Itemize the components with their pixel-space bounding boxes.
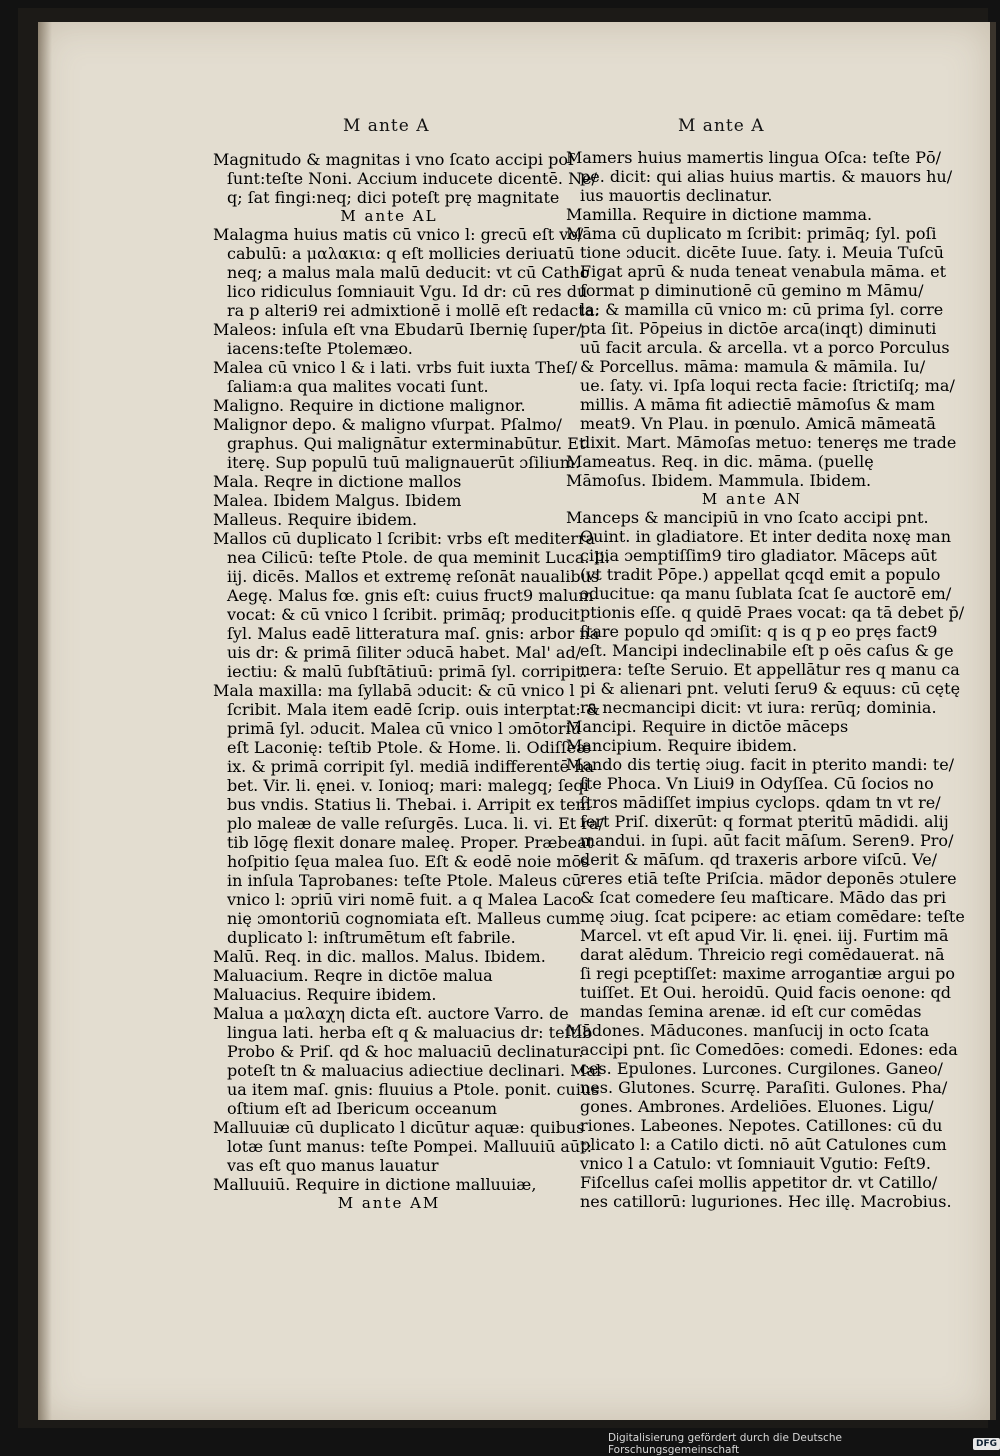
text-line: ra p alteri9 rei admixtionē i mollē eſt redacta.: [227, 301, 600, 320]
text-line: accipi pnt. ſic Comedōes: comedi. Edones: eda: [580, 1040, 958, 1059]
text-line: lingua lati. herba eſt q & maluacius dr: teſtib: [227, 1023, 593, 1042]
text-line: ſtros mādiſſet impius cyclops. qdam tn vt re/: [580, 793, 941, 812]
text-line: ſcribit. Mala item eadē ſcrip. ouis interptat: &: [227, 700, 601, 719]
text-line: la: & mamilla cū vnico m: cū prima ſyl. corre: [580, 300, 944, 319]
text-line: (vt tradit Pōpe.) appellat qcqd emit a populo: [580, 565, 941, 584]
text-line: ua item maſ. gnis: fluuius a Ptole. ponit. cuius: [227, 1080, 600, 1099]
text-line: eſt Laconię: teſtib Ptole. & Home. li. Odiſſeæ: [227, 738, 592, 757]
text-line: ra necmancipi dicit: vt iura: rerūq; dominia.: [580, 698, 937, 717]
text-line: tib lōgę flexit donare maleę. Proper. Præbeat: [227, 833, 594, 852]
entry-line: Malagma huius matis cū vnico l: grecū eſt vo/: [213, 225, 584, 244]
entry-line: Mādones. Māducones. manſucij in octo ſcata: [566, 1021, 930, 1040]
section-subhead: M ante AL: [340, 207, 438, 225]
text-line: darat alēdum. Threicio regi comēdauerat. nā: [580, 945, 945, 964]
text-line: plo maleæ de valle reſurgēs. Luca. li. vi. Et ra/: [227, 814, 604, 833]
text-line: derit & māſum. qd traxeris arbore viſcū. Ve/: [580, 850, 938, 869]
text-line: hoſpitio ſęua malea ſuo. Eſt & eodē noie mōs: [227, 852, 590, 871]
entry-line: Malluuiū. Require in dictione malluuiæ,: [213, 1175, 537, 1194]
running-head-right: M ante A: [678, 116, 765, 136]
text-line: pi & alienari pnt. veluti ſeru9 & equus: cū cętę: [580, 679, 961, 698]
text-line: vas eſt quo manus lauatur: [227, 1156, 439, 1175]
text-line: ſaliam:a qua malites vocati ſunt.: [227, 377, 489, 396]
text-line: nera: teſte Seruio. Et appellātur res q manu ca: [580, 660, 960, 679]
text-line: tuiſſet. Et Oui. heroidū. Quid facis oenone: qd: [580, 983, 952, 1002]
entry-line: Maleos: inſula eſt vna Ebudarū Ibernię ſuper/: [213, 320, 582, 339]
entry-line: Malea. Ibidem Malgus. Ibidem: [213, 491, 462, 510]
text-line: duplicato l: inſtrumētum eſt fabrile.: [227, 928, 516, 947]
entry-line: Mancipium. Require ibidem.: [566, 736, 798, 755]
book-page: [38, 22, 990, 1420]
text-line: ſte Phoca. Vn Liui9 in Odyſſea. Cū ſocios no: [580, 774, 934, 793]
entry-line: Mallos cū duplicato l ſcribit: vrbs eſt mediterra: [213, 529, 596, 548]
text-line: ptionis eſſe. q quidē Praes vocat: qa tā debet p̄/: [580, 603, 965, 622]
entry-line: Mameatus. Req. in dic. māma. (puellę: [566, 452, 874, 471]
text-line: ces. Epulones. Lurcones. Curgilones. Ganeo/: [580, 1059, 943, 1078]
text-line: cipia ɔemptiſſim9 tiro gladiator. Māceps aūt: [580, 546, 937, 565]
text-line: ſyl. Malus eadē litteratura maſ. gnis: arbor na: [227, 624, 600, 643]
entry-line: Malū. Req. in dic. mallos. Malus. Ibidem.: [213, 947, 546, 966]
text-line: cabulū: a μαλακια: q eſt mollicies deriuatū: [227, 244, 575, 263]
entry-line: Mala. Reqre in dictione mallos: [213, 472, 462, 491]
text-line: millis. A māma fit adiectiē māmoſus & mam: [580, 395, 936, 414]
text-line: iij. dicēs. Mallos et extremę reſonāt naualibus: [227, 567, 600, 586]
entry-line: Mamilla. Require in dictione mamma.: [566, 205, 873, 224]
entry-line: Maligno. Require in dictione malignor.: [213, 396, 526, 415]
entry-line: Maluacium. Reqre in dictōe malua: [213, 966, 493, 985]
text-line: q; ſat fingi:neq; dici poteſt prę magnitate: [227, 188, 560, 207]
section-subhead: M ante AN: [701, 490, 803, 508]
section-subhead: M ante AM: [337, 1194, 441, 1212]
entry-line: Malea cū vnico l & i lati. vrbs fuit iuxta Theſ/: [213, 358, 578, 377]
text-line: Probo & Priſ. qd & hoc maluaciū declinatur.: [227, 1042, 584, 1061]
text-line: bus vndis. Statius li. Thebai. i. Arripit ex tem: [227, 795, 591, 814]
text-line: in inſula Taprobanes: teſte Ptole. Maleus cū: [227, 871, 582, 890]
text-line: iectiu: & malū ſubſtātiuū: primā ſyl. corripit.: [227, 662, 588, 681]
text-line: dixit. Mart. Māmoſas metuo: teneręs me trade: [580, 433, 957, 452]
text-line: poteſt tn & maluacius adiectiue declinari. Mal: [227, 1061, 602, 1080]
text-line: tione ɔducit. dicēte Iuue. ſaty. i. Meuia Tuſcū: [580, 243, 944, 262]
text-line: eſt. Mancipi indeclinabile eſt p oēs caſus & ge: [580, 641, 954, 660]
text-line: & Porcellus. māma: mamula & māmila. Iu/: [580, 357, 926, 376]
entry-line: Māma cū duplicato m ſcribit: primāq; ſyl. poſi: [566, 224, 937, 243]
entry-line: Māmoſus. Ibidem. Mammula. Ibidem.: [566, 471, 872, 490]
text-line: ius mauortis declinatur.: [580, 186, 773, 205]
dfg-logo: DFG: [973, 1438, 1000, 1450]
entry-line: Mala maxilla: ma ſyllabā ɔducit: & cū vnico l: [213, 681, 575, 700]
entry-line: Malleus. Require ibidem.: [213, 510, 418, 529]
right-column: [566, 148, 965, 1211]
text-line: ſtare populo qd ɔmiſit: q is q p eo pręs fact9: [580, 622, 938, 641]
text-line: oſtium eſt ad Ibericum occeanum: [227, 1099, 498, 1118]
text-line: bet. Vir. li. ęnei. v. Ionioq; mari: malegq; ſeqi: [227, 776, 589, 795]
text-line: lico ridiculus ſomniauit Vgu. Id dr: cū res du: [227, 282, 588, 301]
text-line: ɔducitue: qa manu ſublata ſcat ſe auctorē em/: [580, 584, 952, 603]
text-line: Marcel. vt eſt apud Vir. li. ęnei. iij. Furtim mā: [580, 926, 949, 945]
text-line: gones. Ambrones. Ardeliōes. Eluones. Ligu/: [580, 1097, 934, 1116]
text-line: mandas ſemina arenæ. id eſt cur comēdas: [580, 1002, 922, 1021]
page-edge: [990, 22, 996, 1420]
entry-line: Malignor depo. & maligno vſurpat. Pſalmo/: [213, 415, 562, 434]
text-line: plicato l: a Catilo dicti. nō aūt Catulones cum: [580, 1135, 947, 1154]
text-line: mę ɔiug. ſcat pcipere: ac etiam comēdare: teſte: [580, 907, 965, 926]
text-line: nes. Glutones. Scurrę. Paraſiti. Gulones. Pha/: [580, 1078, 948, 1097]
text-line: format p diminutionē cū gemino m Māmu/: [580, 281, 924, 300]
entry-line: Malluuiæ cū duplicato l dicūtur aquæ: quibus: [213, 1118, 585, 1137]
text-line: nea Cilicū: teſte Ptole. de qua meminit Luca. li.: [227, 548, 610, 567]
text-line: & ſcat comedere ſeu maſticare. Mādo das pri: [580, 888, 947, 907]
text-line: uū facit arcula. & arcella. vt a porco Porculus: [580, 338, 950, 357]
text-line: vnico l: ɔpriū viri nomē fuit. a q Malea Laco: [227, 890, 582, 909]
running-head-left: M ante A: [343, 116, 430, 136]
text-line: pe. dicit: qui alias huius martis. & mauors hu/: [580, 167, 953, 186]
entry-line: Maluacius. Require ibidem.: [213, 985, 437, 1004]
text-line: Quint. in gladiatore. Et inter dedita noxę man: [580, 527, 952, 546]
left-column: [213, 150, 610, 1212]
text-line: ſunt:teſte Noni. Accium inducete dicentē. Ne/: [227, 169, 597, 188]
text-line: nes catillorū: luguriones. Hec illę. Macrobius.: [580, 1192, 952, 1211]
entry-line: Mando dis tertię ɔiug. facit in pterito mandi: te/: [566, 755, 955, 774]
entry-line: Malua a μαλαχη dicta eſt. auctore Varro. de: [213, 1004, 569, 1023]
text-line: iacens:teſte Ptolemæo.: [227, 339, 413, 358]
text-line: nię ɔmontoriū cognomiata eſt. Malleus cum: [227, 909, 581, 928]
text-line: Fiſcellus caſei mollis appetitor dr. vt Catillo/: [580, 1173, 938, 1192]
text-line: vocat: & cū vnico l ſcribit. primāq; producit: [227, 605, 580, 624]
text-line: ue. ſaty. vi. Ipſa loqui recta facie: ſtrictiſq; ma/: [580, 376, 955, 395]
text-line: lotæ ſunt manus: teſte Pompei. Malluuiū aūt:: [227, 1137, 593, 1156]
entry-line: Mamers huius mamertis lingua Oſca: teſte Pō/: [566, 148, 941, 167]
footer-credit-bar: [608, 1434, 1000, 1454]
entry-line: Magnitudo & magnitas i vno ſcato accipi poſ: [213, 150, 574, 169]
text-line: mandui. in ſupi. aūt facit māſum. Seren9. Pro/: [580, 831, 954, 850]
footer-credit-text: Digitalisierung gefördert durch die Deutsche Forschungsgemeinschaft: [608, 1432, 842, 1456]
entry-line: Manceps & mancipiū in vno ſcato accipi pnt.: [566, 508, 929, 527]
text-line: ſi regi pceptiſſet: maxime arrogantiæ argui po: [580, 964, 955, 983]
text-line: neq; a malus mala malū deducit: vt cū Catho: [227, 263, 590, 282]
text-line: ix. & primā corripit ſyl. mediā indifferentē ha: [227, 757, 595, 776]
text-line: graphus. Qui malignātur exterminabūtur. Et: [227, 434, 586, 453]
entry-line: Mancipi. Require in dictōe māceps: [566, 717, 849, 736]
text-line: Aegę. Malus fœ. gnis eſt: cuius fruct9 malum: [227, 586, 594, 605]
text-line: reres etiā teſte Priſcia. mādor deponēs ɔtulere: [580, 869, 957, 888]
text-line: fert Priſ. dixerūt: q format pteritū mādidi. alij: [580, 812, 949, 831]
text-line: iterę. Sup populū tuū malignauerūt ɔſilium.: [227, 453, 581, 472]
text-line: pta ſit. Pōpeius in dictōe arca(inqt) diminuti: [580, 319, 937, 338]
text-line: vnico l a Catulo: vt ſomniauit Vgutio: Feſt9.: [580, 1154, 931, 1173]
text-line: primā ſyl. ɔducit. Malea cū vnico l ɔmōtoriū: [227, 719, 581, 738]
text-line: riones. Labeones. Nepotes. Catillones: cū du: [580, 1116, 943, 1135]
text-line: uis dr: & primā ſiliter ɔducā habet. Mal' ad/: [227, 643, 582, 662]
text-line: meat9. Vn Plau. in pœnulo. Amicā māmeatā: [580, 414, 936, 433]
text-line: Figat aprū & nuda teneat venabula māma. et: [580, 262, 946, 281]
